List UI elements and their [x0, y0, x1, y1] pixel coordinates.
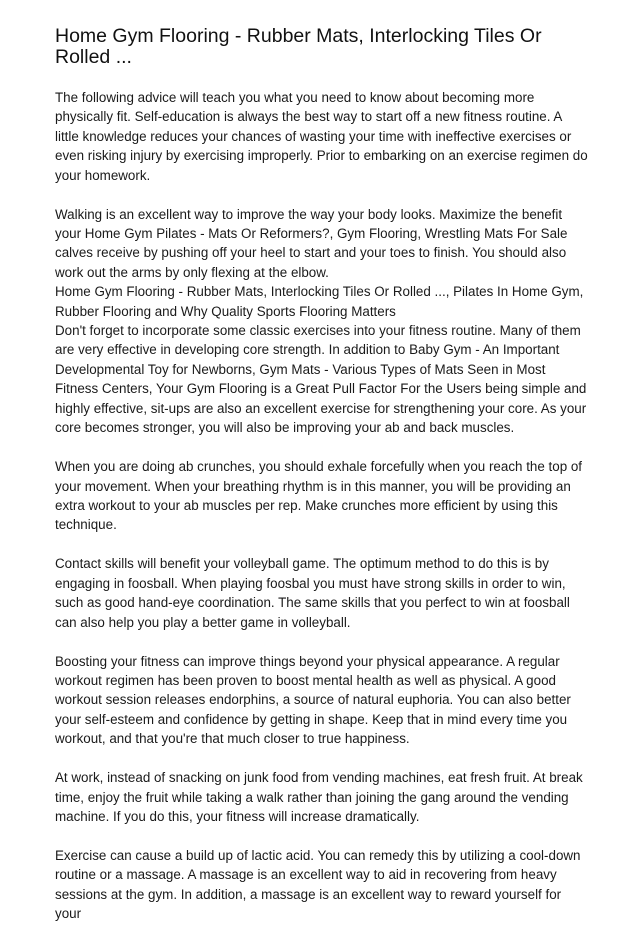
- paragraph-intro: The following advice will teach you what you need to know about becoming more physically fit. Self-education is always the best way to start off a new fitness routine. A little knowledge reduces your chances of wasting your time with ineffective exercises or even risking injury by exercising improperly. Prior to embarking on an exercise regimen do your homework.: [55, 90, 588, 183]
- paragraph-fruit-snacks: At work, instead of snacking on junk food from vending machines, eat fresh fruit. At break time, enjoy the fruit while taking a walk rather than joining the gang around the vending machine. If you do this, your fitness will increase dramatically.: [55, 770, 583, 824]
- paragraph-walking: Walking is an excellent way to improve the way your body looks. Maximize the benefit your Home Gym Pilates - Mats Or Reformers?, Gym Flooring, Wrestling Mats For Sale calves receive by pushing off your heel to start and your toes to finish. You should also work out the arms by only flexing at the elbow.: [55, 206, 568, 280]
- paragraph-lactic-acid: Exercise can cause a build up of lactic acid. You can remedy this by utilizing a cool-down routine or a massage. A massage is an excellent way to aid in recovering from heavy sessions at the gym. In addition, a massage is an excellent way to reward yourself for your: [55, 847, 581, 922]
- document-page: [55, 26, 589, 943]
- page-title: Home Gym Flooring - Rubber Mats, Interlocking Tiles Or Rolled ...: [55, 25, 542, 68]
- paragraph-related-links: Home Gym Flooring - Rubber Mats, Interlocking Tiles Or Rolled ..., Pilates In Home Gym, Rubber Flooring and Why Quality Sports Flooring Matters: [55, 284, 584, 319]
- paragraph-volleyball: Contact skills will benefit your volleyball game. The optimum method to do this is by engaging in foosball. When playing foosbal you must have strong skills in order to win, such as good hand-eye coordination. The same skills that you perfect to win at foosball can also help you play a better game in volleyball.: [55, 556, 570, 630]
- paragraph-ab-crunches: When you are doing ab crunches, you should exhale forcefully when you reach the top of your movement. When your breathing rhythm is in this manner, you will be providing an extra workout to your ab muscles per rep. Make crunches more efficient by using this technique.: [55, 459, 583, 533]
- paragraph-mental-health: Boosting your fitness can improve things beyond your physical appearance. A regular workout regimen has been proven to boost mental health as well as physical. A good workout session releases endorphins, a source of natural euphoria. You can also better your self-esteem and confidence by getting in shape. Keep that in mind every time you workout, and that you're that much closer to true happiness.: [55, 653, 571, 747]
- paragraph-core-exercises: Don't forget to incorporate some classic exercises into your fitness routine. Many of them are very effective in developing core strength. In addition to Baby Gym - An Important Developmental Toy for Newborns, Gym Mats - Various Types of Mats Seen in Most Fitness Centers, Your Gym Flooring is a Great Pull Factor For the Users being simple and highly effective, sit-ups are also an excellent exercise for strengthening your core. As your core becomes stronger, you will also be improving your ab and back muscles.: [55, 323, 587, 436]
